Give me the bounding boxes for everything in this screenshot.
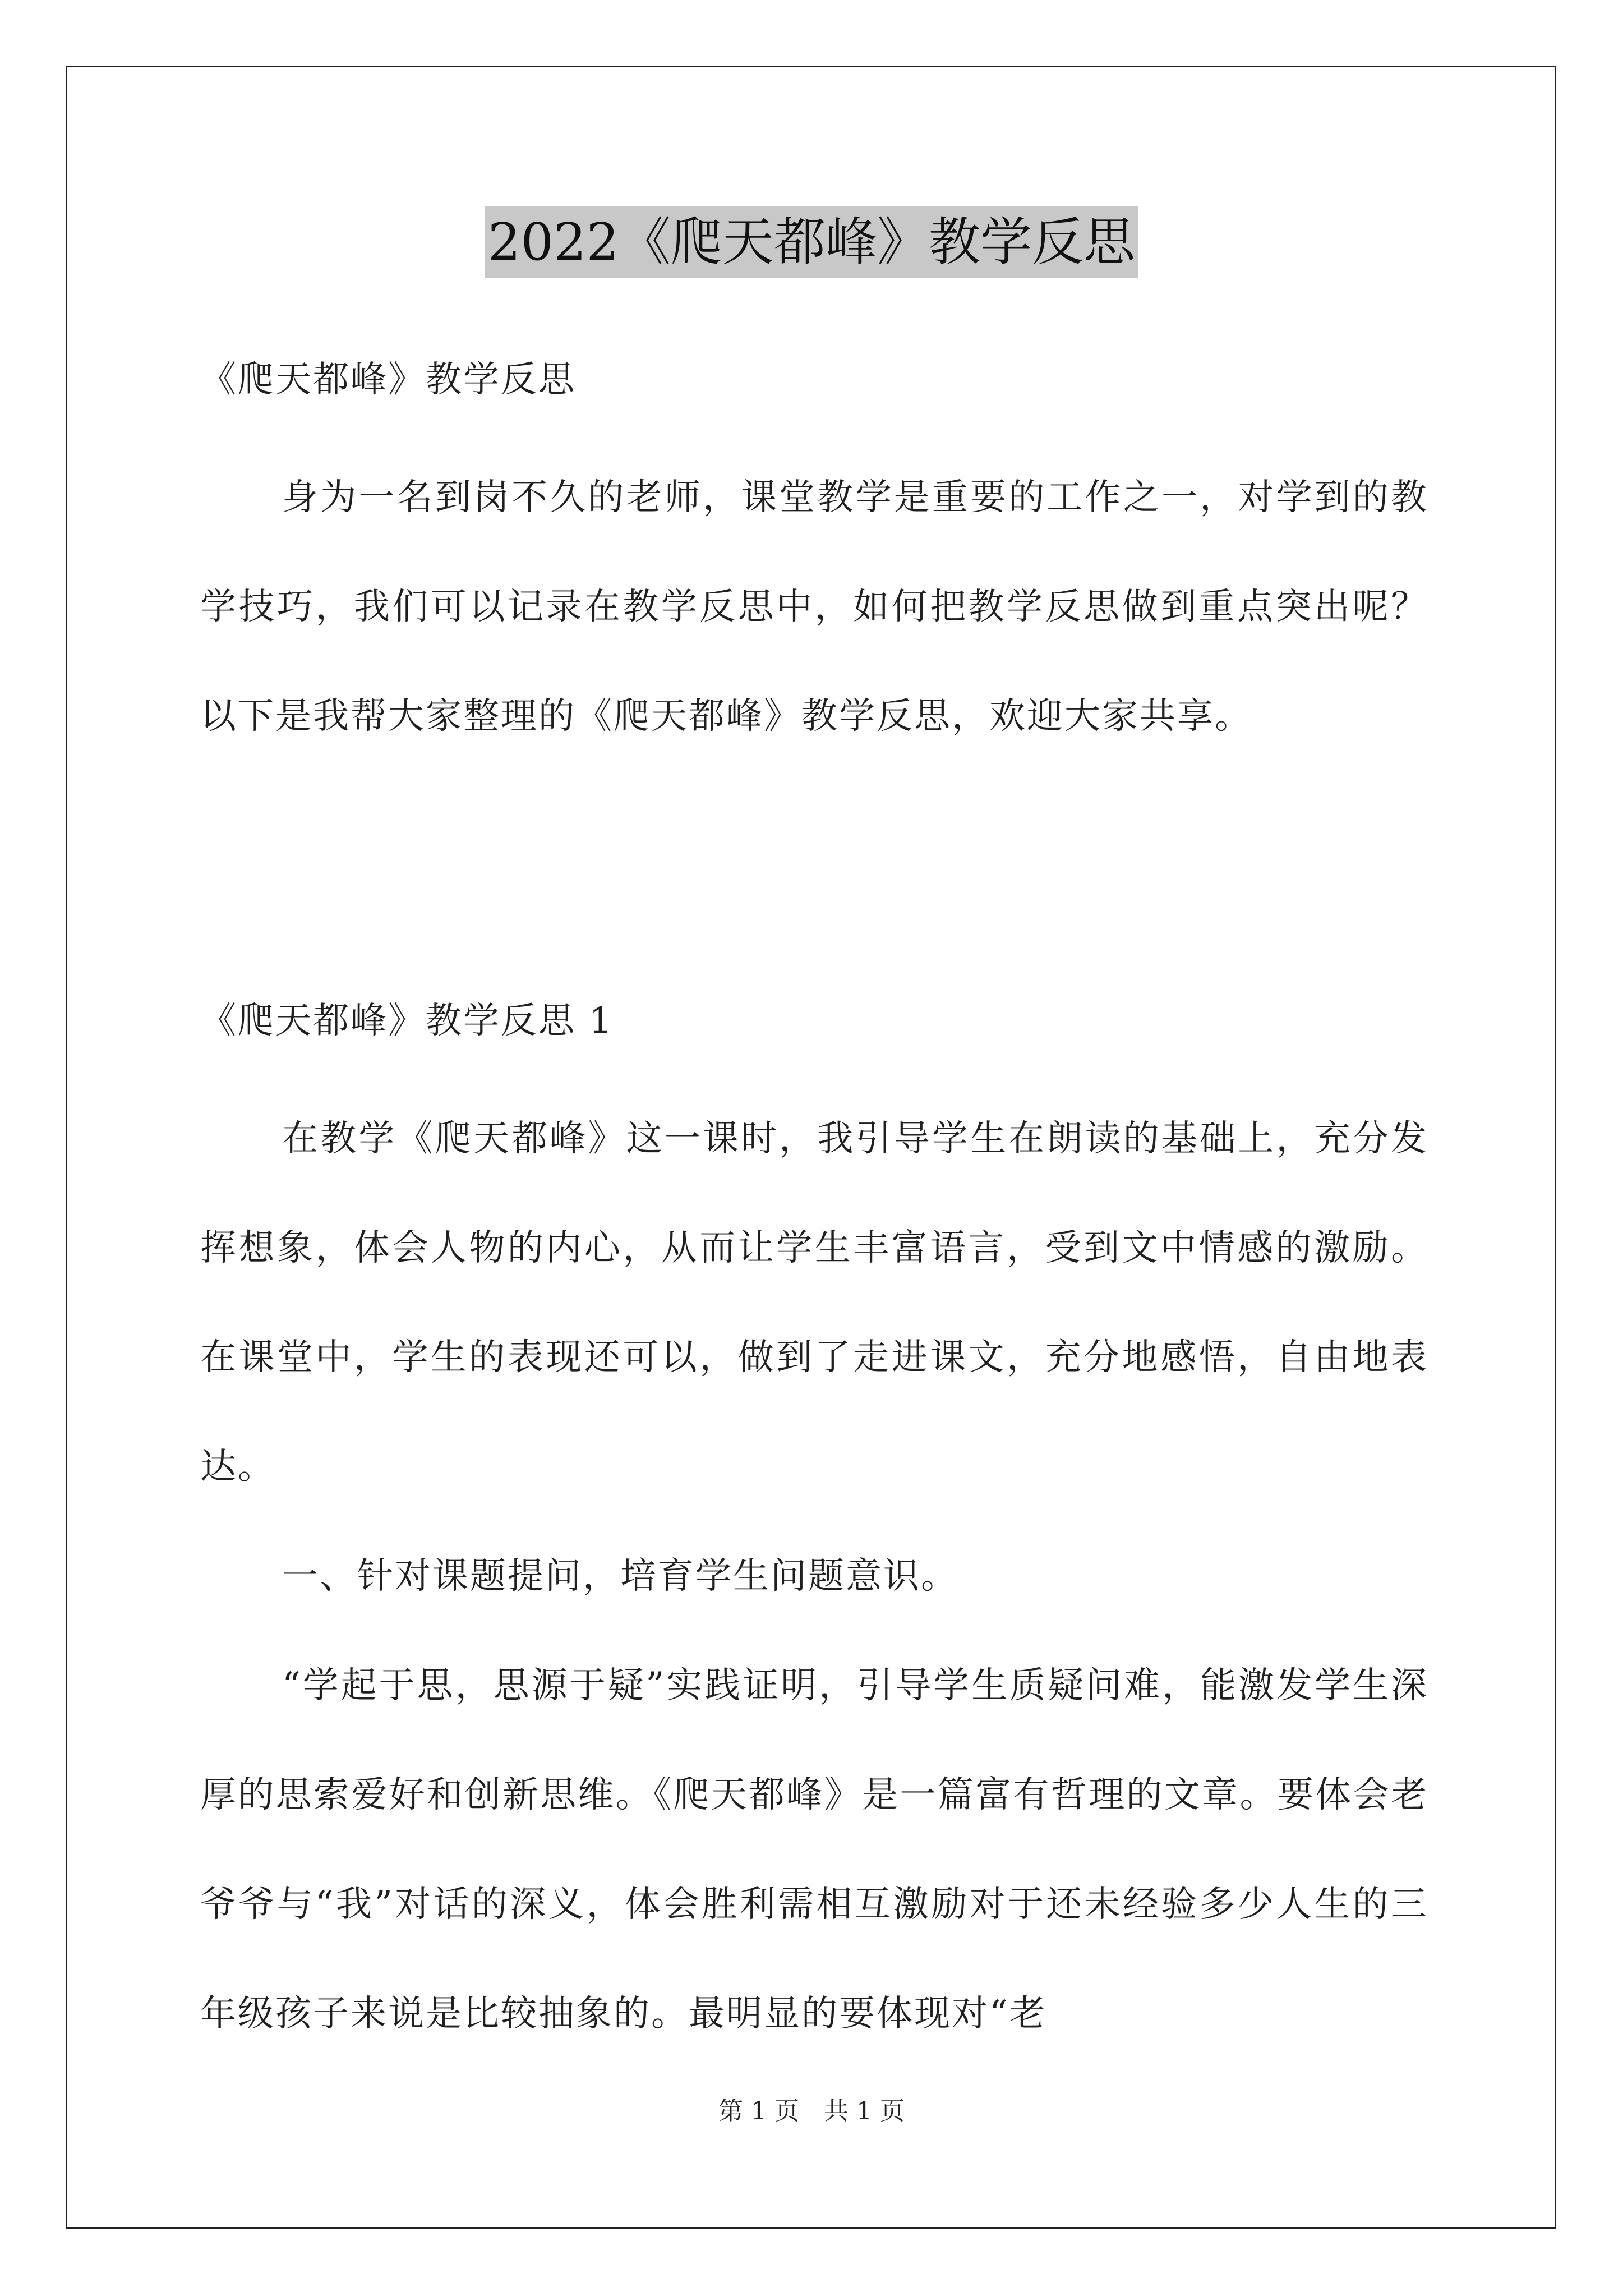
intro-paragraph: 身为一名到岗不久的老师，课堂教学是重要的工作之一，对学到的教学技巧，我们可以记录在教学反思中，如何把教学反思做到重点突出呢？以下是我帮大家整理的《爬天都峰》教学反思，欢迎大家共享。 bbox=[200, 477, 1428, 737]
body-paragraph: 在教学《爬天都峰》这一课时，我引导学生在朗读的基础上，充分发挥想象，体会人物的内心，从而让学生丰富语言，受到文中情感的激励。在课堂中，学生的表现还可以，做到了走进课文，充分地感悟，自由地表达。 bbox=[200, 1118, 1428, 1488]
section-heading: 《爬天都峰》教学反思 1 bbox=[200, 1000, 614, 1042]
body-paragraph: “学起于思，思源于疑”实践证明，引导学生质疑问难，能激发学生深厚的思索爱好和创新思维。《爬天都峰》是一篇富有哲理的文章。要体会老爷爷与“我”对话的深义，体会胜利需相互激励对于还未经验多少人生的三年级孩子来说是比较抽象的。最明显的要体现对“老 bbox=[200, 1665, 1428, 2035]
body-paragraph-block bbox=[200, 1084, 1428, 2069]
page-footer bbox=[0, 2095, 1623, 2128]
document-title: 2022《爬天都峰》教学反思 bbox=[485, 206, 1138, 278]
body-paragraph: 一、针对课题提问，培育学生问题意识。 bbox=[282, 1556, 958, 1597]
title-container bbox=[0, 206, 1623, 278]
page-number: 第 1 页 共 1 页 bbox=[718, 2097, 905, 2125]
subtitle: 《爬天都峰》教学反思 bbox=[200, 359, 576, 401]
intro-paragraph-block bbox=[200, 443, 1428, 771]
